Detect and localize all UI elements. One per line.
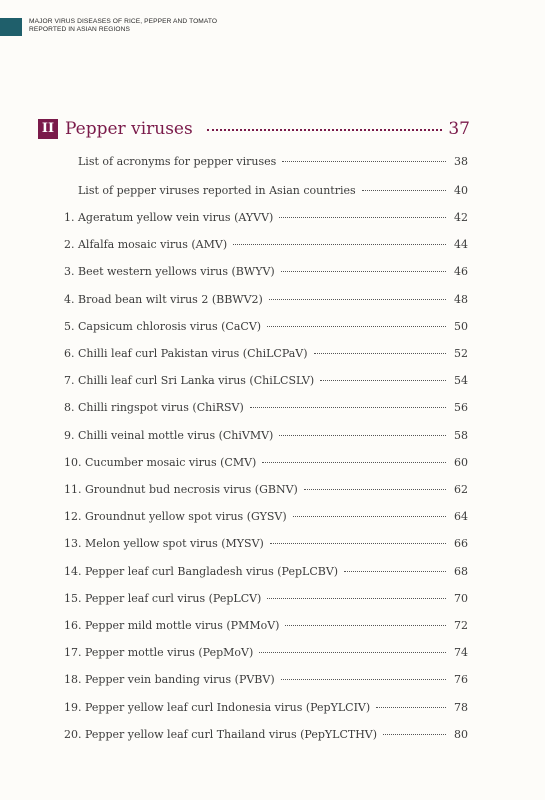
dot-leader [320,369,446,387]
dot-leader [281,668,446,686]
toc-entry[interactable] [64,369,468,387]
toc-entry[interactable] [78,179,468,197]
dot-leader [259,641,446,659]
toc-entry-page-number: 48 [454,293,468,306]
toc-entry-page-number: 78 [454,701,468,714]
dot-leader [293,505,446,523]
running-header-line-1: MAJOR VIRUS DISEASES OF RICE, PEPPER AND TOMATO [29,18,218,25]
toc-entry-title: 16. Pepper mild mottle virus (PMMoV) [64,619,280,632]
toc-entry[interactable] [64,532,468,550]
section-title: Pepper viruses [65,119,193,139]
dot-leader [270,532,446,550]
header-color-bar [0,18,22,36]
toc-entry-page-number: 42 [454,211,468,224]
toc-entry-title: 8. Chilli ringspot virus (ChiRSV) [64,401,244,414]
toc-entry[interactable] [64,587,468,605]
dot-leader [281,260,446,278]
toc-entry-title: 6. Chilli leaf curl Pakistan virus (ChiLCPaV) [64,347,308,360]
toc-entry-title: List of acronyms for pepper viruses [78,155,277,168]
toc-entry-page-number: 62 [454,483,468,496]
toc-entry[interactable] [64,288,468,306]
dot-leader [383,723,446,741]
toc-entry[interactable] [64,424,468,442]
toc-entry-title: List of pepper viruses reported in Asian countries [78,184,356,197]
toc-entry-title: 15. Pepper leaf curl virus (PepLCV) [64,592,262,605]
toc-entry-title: 3. Beet western yellows virus (BWYV) [64,265,275,278]
toc-entry-page-number: 64 [454,510,468,523]
dot-leader [207,116,443,142]
dot-leader [267,315,446,333]
dot-leader [362,179,446,197]
toc-entry-title: 4. Broad bean wilt virus 2 (BBWV2) [64,293,263,306]
dot-leader [279,424,446,442]
toc-entry[interactable] [64,560,468,578]
toc-entry-page-number: 52 [454,347,468,360]
dot-leader [262,451,446,469]
dot-leader [282,150,446,168]
toc-entry[interactable] [64,315,468,333]
section-heading[interactable] [38,116,470,142]
toc-entry[interactable] [64,641,468,659]
toc-entry-page-number: 80 [454,728,468,741]
toc-entry[interactable] [64,614,468,632]
running-header-line-2: REPORTED IN ASIAN REGIONS [29,26,130,34]
dot-leader [304,478,446,496]
toc-entry-title: 12. Groundnut yellow spot virus (GYSV) [64,510,287,523]
dot-leader [285,614,446,632]
toc-entry[interactable] [78,150,468,168]
toc-entry[interactable] [64,478,468,496]
toc-entry[interactable] [64,342,468,360]
dot-leader [344,560,446,578]
dot-leader [279,206,446,224]
toc-entry-title: 7. Chilli leaf curl Sri Lanka virus (ChiLCSLV) [64,374,315,387]
dot-leader [250,396,446,414]
dot-leader [267,587,446,605]
toc-entry-page-number: 74 [454,646,468,659]
toc-entry-title: 19. Pepper yellow leaf curl Indonesia virus (PepYLCIV) [64,701,371,714]
toc-entry-page-number: 66 [454,537,468,550]
toc-entry[interactable] [64,505,468,523]
toc-entry-title: 13. Melon yellow spot virus (MYSV) [64,537,264,550]
section-page-number: 37 [448,119,470,139]
toc-entry[interactable] [64,233,468,251]
toc-entry-title: 2. Alfalfa mosaic virus (AMV) [64,238,228,251]
dot-leader [376,696,446,714]
toc-entry[interactable] [64,396,468,414]
toc-entry-page-number: 50 [454,320,468,333]
toc-entry[interactable] [64,206,468,224]
toc-entry[interactable] [64,696,468,714]
toc-entry-page-number: 68 [454,565,468,578]
toc-entry-page-number: 70 [454,592,468,605]
toc-entry-page-number: 38 [454,155,468,168]
toc-entry-title: 5. Capsicum chlorosis virus (CaCV) [64,320,262,333]
dot-leader [233,233,446,251]
toc-entry-page-number: 58 [454,429,468,442]
toc-entry[interactable] [64,260,468,278]
running-header [29,18,217,34]
toc-entry-page-number: 46 [454,265,468,278]
section-numeral-badge: II [38,119,58,139]
toc-entry-page-number: 40 [454,184,468,197]
toc-entry-page-number: 56 [454,401,468,414]
toc-entry-title: 9. Chilli veinal mottle virus (ChiVMV) [64,429,274,442]
toc-entry-page-number: 76 [454,673,468,686]
toc-entry-title: 10. Cucumber mosaic virus (CMV) [64,456,257,469]
toc-entry-page-number: 60 [454,456,468,469]
toc-entry-title: 11. Groundnut bud necrosis virus (GBNV) [64,483,298,496]
toc-entry[interactable] [64,451,468,469]
toc-entry-page-number: 44 [454,238,468,251]
dot-leader [314,342,446,360]
toc-entry[interactable] [64,723,468,741]
toc-entry-title: 1. Ageratum yellow vein virus (AYVV) [64,211,274,224]
dot-leader [269,288,446,306]
toc-entry-title: 17. Pepper mottle virus (PepMoV) [64,646,254,659]
toc-entry[interactable] [64,668,468,686]
toc-entry-page-number: 54 [454,374,468,387]
toc-entry-page-number: 72 [454,619,468,632]
toc-entry-title: 18. Pepper vein banding virus (PVBV) [64,673,275,686]
toc-entry-title: 20. Pepper yellow leaf curl Thailand virus (PepYLCTHV) [64,728,378,741]
toc-entry-title: 14. Pepper leaf curl Bangladesh virus (PepLCBV) [64,565,339,578]
